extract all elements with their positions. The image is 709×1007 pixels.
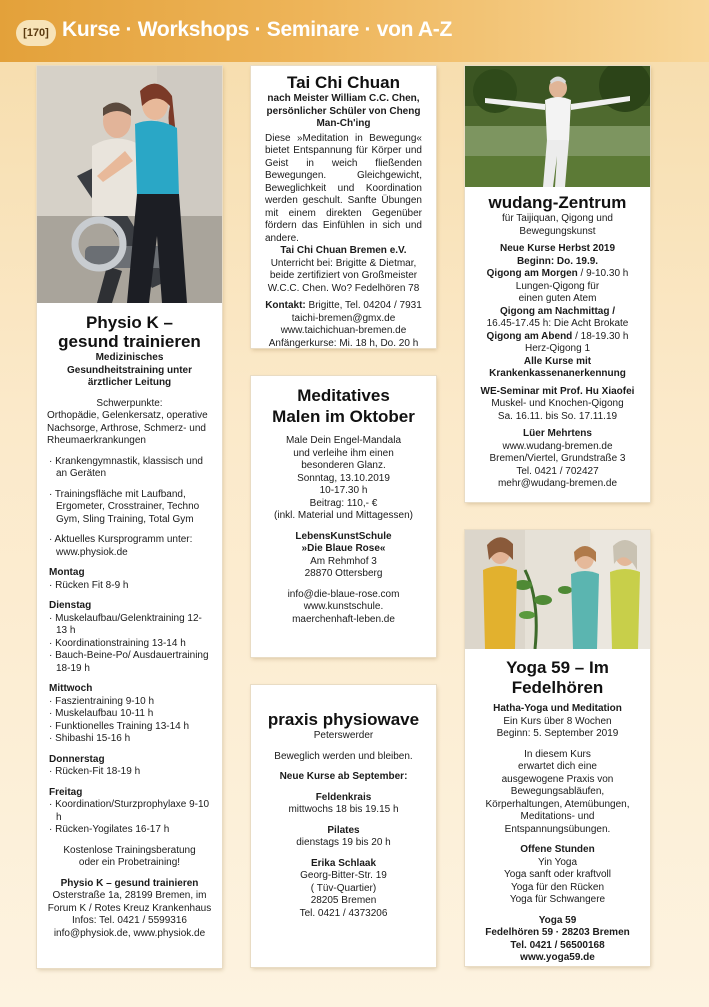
physio-note: Kostenlose Trainingsberatung oder ein Probetraining! [63, 844, 196, 868]
praxis-address: Georg-Bitter-Str. 19 [300, 870, 387, 881]
yoga-body-line: Meditations- und [520, 811, 595, 822]
physio-service-item: · Aktuelles Kursprogramm unter: www.physiok.de [49, 534, 193, 558]
physio-subtitle: Medizinisches Gesundheitstraining unter ärztlicher Leitung [66, 352, 192, 388]
taichi-subtitle: nach Meister William C.C. Chen, persönlicher Schüler von Cheng Man-Ch'ing [266, 93, 421, 129]
yoga-open-item: Yoga sanft oder kraftvoll [504, 869, 611, 880]
schedule-day: Freitag [49, 786, 83, 798]
physio-title-2: gesund trainieren [58, 332, 201, 351]
physio-web[interactable]: info@physiok.de, www.physiok.de [53, 927, 206, 939]
wudang-seminar-label: WE-Seminar mit Prof. Hu Xiaofei [480, 385, 635, 397]
malen-address: 28870 Ottersberg [304, 568, 383, 579]
malen-web[interactable]: maerchenhaft-leben.de [292, 613, 395, 625]
yoga-body-line: Entspannungsübungen. [504, 823, 611, 835]
page-number: [170] [16, 20, 56, 46]
schedule-item: · Muskelaufbau/Gelenktraining 12-13 h [49, 612, 202, 636]
taichi-contact-value: Brigitte, Tel. 04204 / 7931 [305, 300, 422, 311]
praxis-title: praxis physiowave [267, 710, 420, 729]
physio-focus: Orthopädie, Gelenkersatz, operative Nachsorge, Arthrose, Schmerz- und Rheumaerkrankungen [47, 410, 208, 446]
yoga-subtitle: Hatha-Yoga und Meditation [493, 703, 622, 714]
taichi-email[interactable]: taichi-bremen@gmx.de [291, 312, 396, 324]
malen-address: Am Rehmhof 3 [310, 555, 377, 567]
praxis-course-time: mittwochs 18 bis 19.15 h [288, 804, 399, 815]
praxis-location: Peterswerder [313, 730, 374, 741]
wudang-evening-label: Qigong am Abend [486, 330, 573, 342]
yoga-body-line: In diesem Kurs [524, 748, 591, 760]
yoga-open-item: Yoga für Schwangere [509, 894, 606, 905]
yoga-body-line: erwartet dich eine [518, 761, 597, 772]
wudang-seminar-desc: Muskel- und Knochen-Qigong Sa. 16.11. bis So. 17.11.19 [491, 398, 624, 422]
physio-k-card [37, 66, 222, 968]
malen-line: besonderen Glanz. [301, 460, 386, 471]
praxis-address: 28205 Bremen [310, 895, 377, 906]
malen-line: und verleihe ihm einen [293, 447, 394, 459]
yoga-contact-name: Yoga 59 [538, 914, 577, 926]
wudang-new-courses: Neue Kurse Herbst 2019 [499, 243, 616, 254]
malen-line: 10-17.30 h [319, 485, 368, 496]
schedule-item: · Shibashi 15-16 h [49, 733, 131, 744]
wudang-email[interactable]: mehr@wudang-bremen.de [497, 478, 618, 489]
praxis-course-time: dienstags 19 bis 20 h [296, 837, 391, 848]
physio-focus-heading: Schwerpunkte: [96, 397, 163, 409]
physio-title-1: Physio K – [86, 313, 173, 332]
yoga-address: Fedelhören 59 · 28203 Bremen [485, 927, 630, 938]
taichi-beginners: Anfängerkurse: Mi. 18 h, Do. 20 h [268, 337, 419, 348]
malen-line: Male Dein Engel-Mandala [285, 435, 402, 446]
taichi-contact-label: Kontakt: [265, 300, 306, 311]
yoga-body-line: ausgewogene Praxis von [501, 773, 614, 785]
tai-chi-card [251, 66, 436, 348]
physio-photo [37, 66, 222, 303]
schedule-day: Dienstag [49, 600, 92, 611]
wudang-morning-label: Qigong am Morgen [486, 268, 578, 279]
schedule-item: · Muskelaufbau 10-11 h [49, 708, 154, 719]
taichi-org: Tai Chi Chuan Bremen e.V. [280, 245, 407, 256]
wudang-evening-desc: Herz-Qigong 1 [524, 343, 591, 354]
taichi-web[interactable]: www.taichichuan-bremen.de [280, 325, 407, 336]
praxis-new-courses: Neue Kurse ab September: [279, 771, 408, 782]
schedule-item: · Rücken-Yogilates 16-17 h [49, 824, 170, 835]
praxis-contact-name: Erika Schlaak [310, 857, 377, 869]
malen-email[interactable]: info@die-blaue-rose.com [287, 588, 400, 600]
malen-line: (inkl. Material und Mittagessen) [274, 510, 413, 521]
wudang-morning [465, 268, 650, 281]
yoga-card [465, 530, 650, 966]
header-bar [0, 0, 709, 62]
wudang-afternoon-time: 16.45-17.45 h: Die Acht Brokate [486, 318, 629, 329]
yoga-body-line: Körperhaltungen, Atemübungen, [485, 798, 630, 810]
praxis-course-name: Pilates [327, 824, 360, 836]
schedule-day: Donnerstag [49, 753, 105, 765]
wudang-location: Lüer Mehrtens [523, 428, 592, 439]
taichi-teachers: Unterricht bei: Brigitte & Dietmar, beide zertifiziert von Großmeister W.C.C. Chen. Wo? Fedelhören 78 [267, 257, 420, 294]
malen-title: Meditatives Malen im Oktober [272, 386, 415, 426]
praxis-course-name: Feldenkrais [315, 791, 372, 803]
schedule-item: · Rücken-Fit 18-19 h [49, 766, 141, 777]
schedule-item: · Funktionelles Training 13-14 h [49, 720, 190, 732]
wudang-morning-time: / 9-10.30 h [577, 268, 629, 279]
wudang-address: Bremen/Viertel, Grundstraße 3 [489, 453, 626, 464]
wudang-insurance: Alle Kurse mit Krankenkassenanerkennung [489, 355, 626, 379]
wudang-morning-desc: Lungen-Qigong für einen guten Atem [515, 280, 600, 304]
page-title: Kurse · Workshops · Seminare · von A-Z [62, 18, 452, 41]
praxis-phone: Tel. 0421 / 4373206 [299, 907, 388, 919]
wudang-afternoon-label: Qigong am Nachmittag / [499, 305, 615, 317]
schedule-item: · Rücken Fit 8-9 h [49, 579, 129, 591]
malen-web[interactable]: www.kunstschule. [303, 601, 384, 612]
yoga-line: Beginn: 5. September 2019 [496, 728, 619, 739]
taichi-title: Tai Chi Chuan [286, 73, 400, 92]
yoga-open-item: Yoga für den Rücken [510, 881, 605, 893]
yoga-open-item: Yin Yoga [537, 856, 578, 868]
wudang-phone: Tel. 0421 / 702427 [516, 465, 599, 477]
physio-contact-name: Physio K – gesund trainieren [60, 877, 199, 889]
wudang-evening-time: / 18-19.30 h [572, 330, 629, 342]
schedule-item: · Koordinationstraining 13-14 h [49, 637, 186, 649]
physio-phone: Infos: Tel. 0421 / 5599316 [72, 915, 187, 926]
yoga-phone: Tel. 0421 / 56500168 [510, 939, 605, 951]
wudang-web[interactable]: www.wudang-bremen.de [502, 440, 613, 452]
wudang-photo [465, 66, 650, 187]
taichi-body: Diese »Meditation in Bewegung« bietet Entspannung für Körper und Geist in weich fließenden Bewegungen. Gleichgewicht, Beweglichkeit und Koordination werden geschult. Sanfte Übungen mit einem direkten Gegenüber fördern das Einfühlen in sich und andere. [265, 132, 422, 244]
wudang-title: wudang-Zentrum [488, 193, 627, 212]
wudang-card [465, 66, 650, 502]
schedule-item: · Koordination/Sturzprophylaxe 9-10 h [49, 799, 210, 823]
physio-schedule [37, 567, 222, 837]
malen-line: Beitrag: 110,- € [309, 497, 378, 509]
praxis-card [251, 685, 436, 967]
yoga-web[interactable]: www.yoga59.de [520, 952, 595, 963]
wudang-start: Beginn: Do. 19.9. [516, 255, 599, 267]
malen-org: LebensKunstSchule [295, 530, 392, 542]
schedule-day: Mittwoch [49, 683, 93, 694]
malen-line: Sonntag, 13.10.2019 [297, 472, 390, 484]
yoga-open-label: Offene Stunden [520, 844, 595, 855]
schedule-item: · Faszientraining 9-10 h [49, 695, 155, 707]
yoga-line: Ein Kurs über 8 Wochen [503, 715, 612, 727]
schedule-day: Montag [49, 567, 85, 578]
malen-org-name: »Die Blaue Rose« [301, 543, 386, 554]
taichi-contact [251, 300, 436, 313]
malen-card [251, 376, 436, 657]
wudang-subtitle: für Taijiquan, Qigong und Bewegungskunst [501, 213, 613, 237]
schedule-item: · Bauch-Beine-Po/ Ausdauertraining 18-19 h [49, 650, 209, 674]
wudang-evening [465, 331, 650, 344]
yoga-title: Yoga 59 – Im Fedelhören [506, 658, 609, 697]
physio-service-item: · Trainingsfläche mit Laufband, Ergometer, Crosstrainer, Techno Gym, Sling Training, Total Gym [49, 488, 200, 525]
praxis-tagline: Beweglich werden und bleiben. [274, 750, 413, 762]
praxis-address: ( Tüv-Quartier) [310, 882, 377, 894]
yoga-body-line: Bewegungsabläufen, [510, 786, 605, 797]
physio-service-item: · Krankengymnastik, klassisch und an Geräten [49, 455, 203, 479]
yoga-photo [465, 530, 650, 649]
physio-services-list [37, 456, 222, 560]
physio-address: Osterstraße 1a, 28199 Bremen, im Forum K / Rotes Kreuz Krankenhaus [47, 890, 212, 914]
